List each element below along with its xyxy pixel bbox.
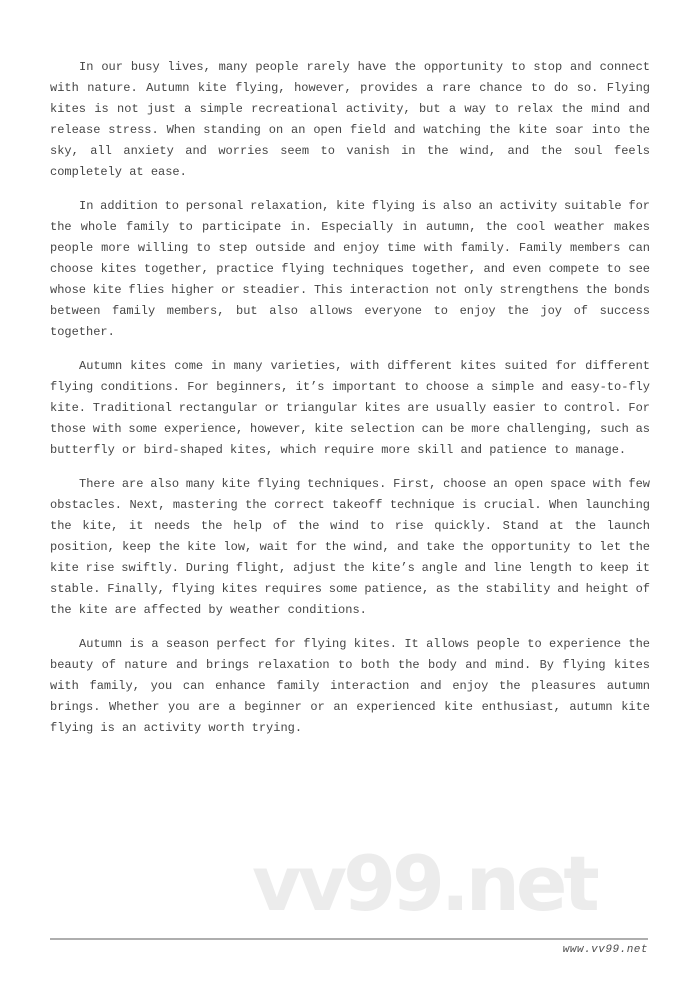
paragraph [50, 474, 650, 621]
text-line: There are also many kite flying techniques. First, choose an open space with few [79, 477, 650, 491]
text-line: Autumn is a season perfect for flying kites. It allows people to experience the [79, 637, 650, 651]
text-line: those with some experience, however, kite selection can be more challenging, such as [50, 422, 650, 436]
text-line: the kite, it needs the help of the wind to rise quickly. Stand at the launch [50, 519, 650, 533]
text-line: sky, all anxiety and worries seem to vanish in the wind, and the soul feels [50, 144, 650, 158]
text-line: brings. Whether you are a beginner or an experienced kite enthusiast, autumn kite [50, 700, 650, 714]
paragraph [50, 196, 650, 343]
document-body [50, 57, 650, 739]
text-line: whose kite flies higher or steadier. This interaction not only strengthens the bonds [50, 283, 650, 297]
text-line: with family, you can enhance family interaction and enjoy the pleasures autumn [50, 679, 650, 693]
text-line: completely at ease. [50, 165, 187, 179]
text-line: butterfly or bird-shaped kites, which require more skill and patience to manage. [50, 443, 627, 457]
text-line: kite. Traditional rectangular or triangular kites are usually easier to control. For [50, 401, 650, 415]
text-line: Autumn kites come in many varieties, with different kites suited for different [79, 359, 650, 373]
paragraph [50, 634, 650, 739]
text-line: people more willing to step outside and enjoy time with family. Family members can [50, 241, 650, 255]
text-line: flying is an activity worth trying. [50, 721, 303, 735]
paragraph [50, 356, 650, 461]
text-line: In our busy lives, many people rarely have the opportunity to stop and connect [79, 60, 650, 74]
paragraph [50, 57, 650, 183]
text-line: stable. Finally, flying kites requires some patience, as the stability and height of [50, 582, 650, 596]
text-line: choose kites together, practice flying techniques together, and even compete to see [50, 262, 650, 276]
text-line: beauty of nature and brings relaxation to both the body and mind. By flying kites [50, 658, 650, 672]
text-line: with nature. Autumn kite flying, however, provides a rare chance to do so. Flying [50, 81, 650, 95]
text-line: obstacles. Next, mastering the correct takeoff technique is crucial. When launching [50, 498, 650, 512]
text-line: the whole family to participate in. Especially in autumn, the cool weather makes [50, 220, 650, 234]
watermark: vv99.net [252, 839, 596, 928]
text-line: release stress. When standing on an open field and watching the kite soar into the [50, 123, 650, 137]
text-line: between family members, but also allows everyone to enjoy the joy of success [50, 304, 650, 318]
text-line: In addition to personal relaxation, kite flying is also an activity suitable for [79, 199, 650, 213]
text-line: kite rise swiftly. During flight, adjust the kite’s angle and line length to keep it [50, 561, 650, 575]
text-line: position, keep the kite low, wait for the wind, and take the opportunity to let the [50, 540, 650, 554]
text-line: the kite are affected by weather conditions. [50, 603, 367, 617]
footer-url: www.vv99.net [562, 944, 648, 956]
text-line: together. [50, 325, 115, 339]
footer-divider [50, 938, 648, 940]
text-line: kites is not just a simple recreational activity, but a way to relax the mind and [50, 102, 650, 116]
text-line: flying conditions. For beginners, it’s important to choose a simple and easy-to-fly [50, 380, 650, 394]
